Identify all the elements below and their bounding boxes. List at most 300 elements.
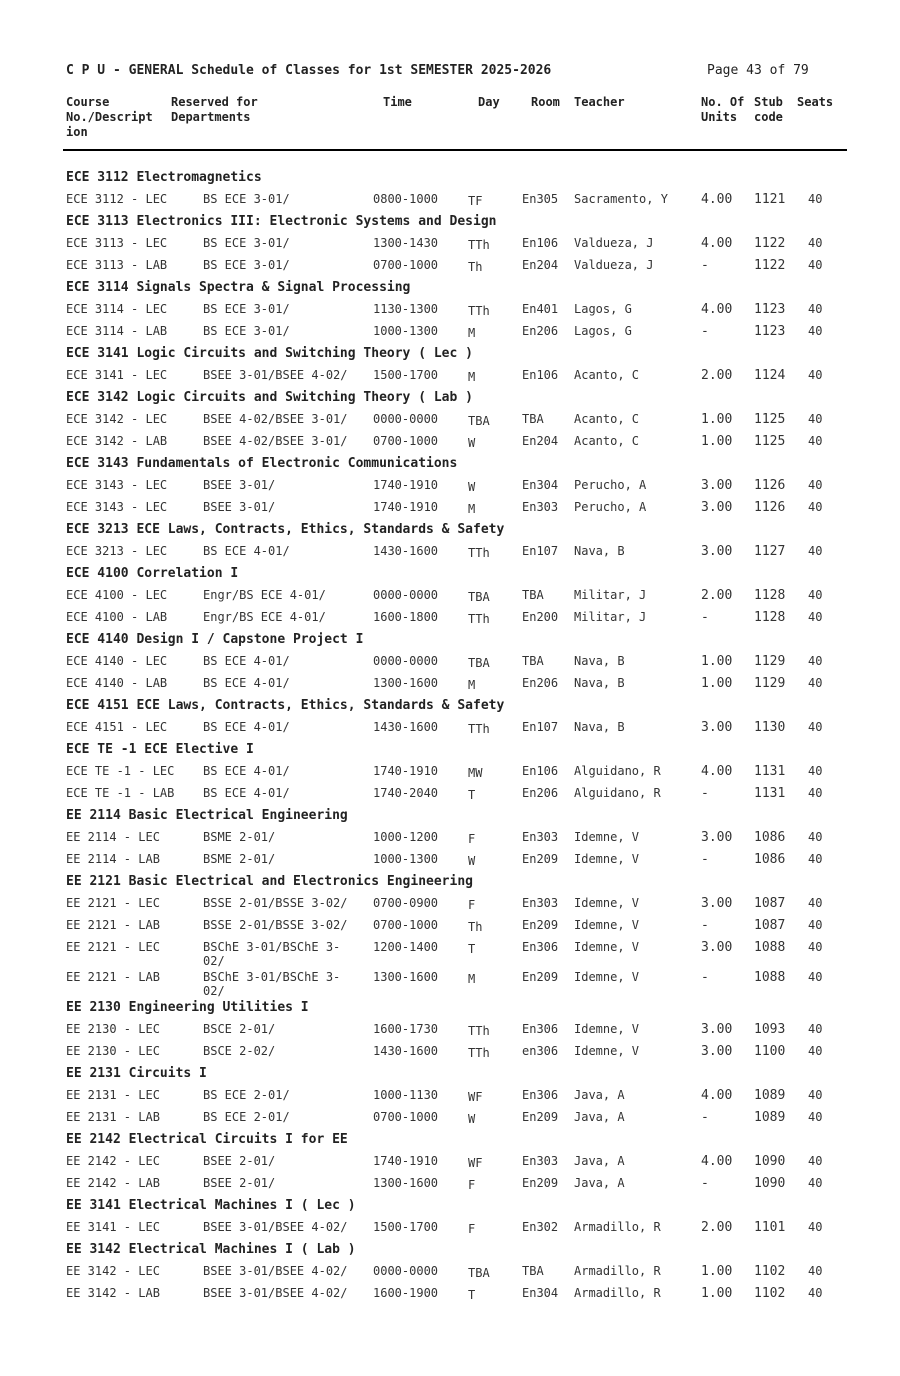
col-header-seats: Seats	[797, 95, 834, 109]
cell-seats: 40	[808, 302, 823, 316]
cell-units: -	[701, 918, 709, 933]
cell-course: EE 3142 - LEC	[66, 1264, 160, 1278]
cell-seats: 40	[808, 1088, 823, 1102]
cell-day: F	[468, 898, 476, 912]
cell-teacher: Alguidano, R	[574, 786, 661, 800]
cell-teacher: Perucho, A	[574, 500, 647, 514]
cell-dept	[203, 970, 340, 998]
cell-stub: 1089	[754, 1110, 786, 1125]
col-header-stub: Stub code	[754, 95, 783, 124]
cell-seats: 40	[808, 500, 823, 514]
cell-units: 3.00	[701, 1044, 733, 1059]
cell-room: En206	[522, 324, 559, 338]
cell-stub: 1121	[754, 192, 786, 207]
cell-stub: 1129	[754, 654, 786, 669]
cell-stub: 1122	[754, 258, 786, 273]
table-row	[0, 1154, 900, 1176]
course-group-title: ECE 3113 Electronics III: Electronic Systems and Design	[66, 214, 497, 229]
cell-units: 4.00	[701, 1088, 733, 1103]
cell-dept: BS ECE 3-01/	[203, 258, 290, 272]
cell-day: M	[468, 502, 476, 516]
cell-teacher: Acanto, C	[574, 412, 640, 426]
cell-time: 1000-1130	[373, 1088, 439, 1102]
col-header-units: No. Of Units	[701, 95, 745, 124]
cell-units: -	[701, 1176, 709, 1191]
cell-room: En204	[522, 258, 559, 272]
cell-day: F	[468, 1178, 476, 1192]
cell-teacher: Militar, J	[574, 610, 647, 624]
cell-dept: BSCE 2-01/	[203, 1022, 276, 1036]
cell-time: 1200-1400	[373, 940, 439, 954]
cell-room: En106	[522, 368, 559, 382]
course-group-title: ECE 3142 Logic Circuits and Switching Theory ( Lab )	[66, 390, 473, 405]
cell-dept: BSEE 3-01/	[203, 478, 276, 492]
cell-course: EE 2121 - LAB	[66, 918, 160, 932]
table-row	[0, 258, 900, 280]
cell-time: 1600-1800	[373, 610, 439, 624]
cell-course: ECE 3143 - LEC	[66, 478, 168, 492]
course-group-title: ECE 4151 ECE Laws, Contracts, Ethics, Standards & Safety	[66, 698, 505, 713]
cell-stub: 1127	[754, 544, 786, 559]
cell-time: 1740-2040	[373, 786, 439, 800]
cell-day: TBA	[468, 656, 490, 670]
cell-stub: 1093	[754, 1022, 786, 1037]
cell-time: 1000-1300	[373, 324, 439, 338]
table-row	[0, 852, 900, 874]
cell-day: F	[468, 832, 476, 846]
cell-teacher: Valdueza, J	[574, 258, 654, 272]
cell-dept: BS ECE 2-01/	[203, 1088, 290, 1102]
cell-teacher: Armadillo, R	[574, 1264, 661, 1278]
table-row	[0, 764, 900, 786]
table-row	[0, 830, 900, 852]
cell-units: -	[701, 1110, 709, 1125]
cell-teacher: Nava, B	[574, 654, 625, 668]
cell-course: ECE 4100 - LEC	[66, 588, 168, 602]
cell-units: 1.00	[701, 654, 733, 669]
cell-seats: 40	[808, 1110, 823, 1124]
cell-units: 1.00	[701, 1286, 733, 1301]
cell-teacher: Armadillo, R	[574, 1286, 661, 1300]
cell-room: En209	[522, 918, 559, 932]
cell-units: 4.00	[701, 192, 733, 207]
cell-stub: 1126	[754, 500, 786, 515]
table-row	[0, 896, 900, 918]
cell-day: M	[468, 972, 476, 986]
cell-units: 2.00	[701, 1220, 733, 1235]
table-row	[0, 302, 900, 324]
cell-day: Th	[468, 920, 483, 934]
cell-seats: 40	[808, 676, 823, 690]
cell-dept: BSSE 2-01/BSSE 3-02/	[203, 896, 348, 910]
cell-course: EE 2131 - LEC	[66, 1088, 160, 1102]
cell-teacher: Java, A	[574, 1110, 625, 1124]
cell-stub: 1131	[754, 764, 786, 779]
course-group-title: ECE 4100 Correlation I	[66, 566, 239, 581]
cell-room: En107	[522, 720, 559, 734]
cell-seats: 40	[808, 1022, 823, 1036]
course-group-title: EE 2121 Basic Electrical and Electronics Engineering	[66, 874, 473, 889]
cell-seats: 40	[808, 236, 823, 250]
page-number: Page 43 of 79	[707, 63, 809, 78]
cell-dept-line: BSChE 3-01/BSChE 3-	[203, 970, 341, 984]
table-row	[0, 500, 900, 522]
cell-seats: 40	[808, 830, 823, 844]
cell-seats: 40	[808, 192, 823, 206]
cell-room: En206	[522, 786, 559, 800]
cell-dept: BS ECE 4-01/	[203, 786, 290, 800]
cell-seats: 40	[808, 610, 823, 624]
cell-seats: 40	[808, 324, 823, 338]
cell-course: EE 2114 - LEC	[66, 830, 160, 844]
cell-dept	[203, 940, 340, 968]
cell-dept: BSEE 3-01/BSEE 4-02/	[203, 1220, 348, 1234]
cell-dept: BS ECE 3-01/	[203, 192, 290, 206]
cell-room: En303	[522, 830, 559, 844]
cell-dept: BS ECE 4-01/	[203, 720, 290, 734]
col-header-time: Time	[383, 95, 412, 109]
cell-day: Th	[468, 260, 483, 274]
cell-time: 0700-0900	[373, 896, 439, 910]
table-row	[0, 654, 900, 676]
table-row	[0, 676, 900, 698]
cell-dept: BSEE 2-01/	[203, 1154, 276, 1168]
cell-seats: 40	[808, 258, 823, 272]
course-group-title: ECE 4140 Design I / Capstone Project I	[66, 632, 364, 647]
header-divider	[63, 149, 847, 151]
cell-day: TTh	[468, 612, 490, 626]
cell-course: ECE 3113 - LEC	[66, 236, 168, 250]
cell-dept: BS ECE 4-01/	[203, 676, 290, 690]
cell-stub: 1130	[754, 720, 786, 735]
cell-room: En209	[522, 1110, 559, 1124]
cell-teacher: Lagos, G	[574, 302, 632, 316]
cell-room: En209	[522, 1176, 559, 1190]
cell-teacher: Idemne, V	[574, 940, 640, 954]
cell-day: TTh	[468, 546, 490, 560]
cell-room: En106	[522, 764, 559, 778]
cell-dept: BSEE 3-01/BSEE 4-02/	[203, 1264, 348, 1278]
cell-time: 1500-1700	[373, 368, 439, 382]
cell-stub: 1090	[754, 1176, 786, 1191]
cell-dept: BSEE 3-01/BSEE 4-02/	[203, 1286, 348, 1300]
cell-dept: BSEE 4-02/BSEE 3-01/	[203, 412, 348, 426]
cell-stub: 1131	[754, 786, 786, 801]
cell-units: -	[701, 258, 709, 273]
cell-course: ECE 3142 - LEC	[66, 412, 168, 426]
cell-room: En107	[522, 544, 559, 558]
cell-teacher: Lagos, G	[574, 324, 632, 338]
cell-time: 1300-1600	[373, 970, 439, 984]
cell-day: W	[468, 480, 476, 494]
cell-room: En209	[522, 970, 559, 984]
cell-teacher: Perucho, A	[574, 478, 647, 492]
cell-teacher: Nava, B	[574, 676, 625, 690]
cell-course: ECE 4100 - LAB	[66, 610, 168, 624]
cell-stub: 1102	[754, 1286, 786, 1301]
cell-stub: 1100	[754, 1044, 786, 1059]
table-row	[0, 720, 900, 742]
cell-room: En304	[522, 1286, 559, 1300]
cell-stub: 1125	[754, 434, 786, 449]
table-row	[0, 918, 900, 940]
cell-dept: Engr/BS ECE 4-01/	[203, 610, 326, 624]
cell-stub: 1086	[754, 852, 786, 867]
cell-time: 1740-1910	[373, 764, 439, 778]
table-row	[0, 478, 900, 500]
course-group-title: ECE 3143 Fundamentals of Electronic Communications	[66, 456, 458, 471]
cell-day: WF	[468, 1156, 483, 1170]
col-header-day: Day	[478, 95, 500, 109]
cell-dept: Engr/BS ECE 4-01/	[203, 588, 326, 602]
table-row	[0, 786, 900, 808]
cell-room: En401	[522, 302, 559, 316]
cell-time: 0700-1000	[373, 1110, 439, 1124]
cell-time: 1600-1900	[373, 1286, 439, 1300]
course-group-title: ECE 3114 Signals Spectra & Signal Processing	[66, 280, 411, 295]
cell-time: 0000-0000	[373, 1264, 439, 1278]
cell-course: ECE 3112 - LEC	[66, 192, 168, 206]
cell-time: 0700-1000	[373, 258, 439, 272]
cell-room: En200	[522, 610, 559, 624]
cell-day: W	[468, 1112, 476, 1126]
cell-units: -	[701, 610, 709, 625]
cell-units: 1.00	[701, 676, 733, 691]
cell-stub: 1102	[754, 1264, 786, 1279]
table-row	[0, 236, 900, 258]
table-row	[0, 1176, 900, 1198]
cell-seats: 40	[808, 764, 823, 778]
course-group-title: ECE 3141 Logic Circuits and Switching Theory ( Lec )	[66, 346, 473, 361]
cell-time: 0000-0000	[373, 588, 439, 602]
page-title: C P U - GENERAL Schedule of Classes for 1st SEMESTER 2025-2026	[66, 63, 552, 78]
table-row	[0, 412, 900, 434]
cell-units: 4.00	[701, 302, 733, 317]
cell-time: 1430-1600	[373, 544, 439, 558]
cell-seats: 40	[808, 1264, 823, 1278]
cell-dept: BS ECE 3-01/	[203, 324, 290, 338]
cell-teacher: Nava, B	[574, 544, 625, 558]
cell-time: 0700-1000	[373, 918, 439, 932]
cell-stub: 1123	[754, 324, 786, 339]
cell-course: ECE 3142 - LAB	[66, 434, 168, 448]
cell-seats: 40	[808, 1220, 823, 1234]
cell-dept: BS ECE 4-01/	[203, 544, 290, 558]
cell-units: -	[701, 852, 709, 867]
cell-time: 1000-1200	[373, 830, 439, 844]
cell-time: 1130-1300	[373, 302, 439, 316]
course-group-title: EE 3141 Electrical Machines I ( Lec )	[66, 1198, 356, 1213]
cell-day: TTh	[468, 722, 490, 736]
cell-room: En306	[522, 940, 559, 954]
cell-dept: BSSE 2-01/BSSE 3-02/	[203, 918, 348, 932]
cell-time: 0700-1000	[373, 434, 439, 448]
cell-dept-line: 02/	[203, 954, 225, 968]
cell-course: EE 3141 - LEC	[66, 1220, 160, 1234]
cell-seats: 40	[808, 654, 823, 668]
cell-stub: 1087	[754, 896, 786, 911]
cell-stub: 1090	[754, 1154, 786, 1169]
cell-teacher: Idemne, V	[574, 1044, 640, 1058]
cell-teacher: Idemne, V	[574, 918, 640, 932]
cell-teacher: Armadillo, R	[574, 1220, 661, 1234]
cell-day: TBA	[468, 590, 490, 604]
cell-day: TF	[468, 194, 483, 208]
cell-dept: BS ECE 2-01/	[203, 1110, 290, 1124]
table-row	[0, 970, 900, 998]
course-group-title: ECE 3112 Electromagnetics	[66, 170, 262, 185]
cell-course: EE 2130 - LEC	[66, 1044, 160, 1058]
cell-course: EE 2121 - LAB	[66, 970, 160, 984]
cell-dept: BS ECE 4-01/	[203, 764, 290, 778]
cell-time: 1600-1730	[373, 1022, 439, 1036]
cell-room: En303	[522, 1154, 559, 1168]
table-row	[0, 368, 900, 390]
cell-seats: 40	[808, 918, 823, 932]
course-group-title: EE 2130 Engineering Utilities I	[66, 1000, 309, 1015]
cell-day: M	[468, 370, 476, 384]
cell-course: ECE 3141 - LEC	[66, 368, 168, 382]
cell-room: En302	[522, 1220, 559, 1234]
cell-units: -	[701, 970, 709, 985]
cell-seats: 40	[808, 544, 823, 558]
cell-seats: 40	[808, 720, 823, 734]
cell-stub: 1128	[754, 610, 786, 625]
cell-course: ECE 3113 - LAB	[66, 258, 168, 272]
cell-room: En306	[522, 1088, 559, 1102]
cell-room: En106	[522, 236, 559, 250]
cell-seats: 40	[808, 588, 823, 602]
cell-room: En303	[522, 500, 559, 514]
cell-dept: BS ECE 3-01/	[203, 302, 290, 316]
cell-day: TTh	[468, 238, 490, 252]
col-header-reserved: Reserved for Departments	[171, 95, 258, 124]
cell-units: -	[701, 786, 709, 801]
table-row	[0, 1220, 900, 1242]
cell-units: 3.00	[701, 940, 733, 955]
table-row	[0, 324, 900, 346]
cell-time: 1500-1700	[373, 1220, 439, 1234]
cell-units: 2.00	[701, 368, 733, 383]
cell-seats: 40	[808, 478, 823, 492]
cell-teacher: Idemne, V	[574, 1022, 640, 1036]
table-row	[0, 434, 900, 456]
cell-units: 1.00	[701, 1264, 733, 1279]
cell-seats: 40	[808, 852, 823, 866]
cell-stub: 1126	[754, 478, 786, 493]
cell-teacher: Nava, B	[574, 720, 625, 734]
cell-course: ECE TE -1 - LEC	[66, 764, 175, 778]
cell-stub: 1123	[754, 302, 786, 317]
cell-seats: 40	[808, 434, 823, 448]
cell-course: ECE TE -1 - LAB	[66, 786, 175, 800]
cell-dept-line: 02/	[203, 984, 225, 998]
cell-course: ECE 4151 - LEC	[66, 720, 168, 734]
course-group-title: ECE TE -1 ECE Elective I	[66, 742, 254, 757]
cell-units: -	[701, 324, 709, 339]
cell-units: 3.00	[701, 896, 733, 911]
course-group-title: EE 2114 Basic Electrical Engineering	[66, 808, 348, 823]
cell-dept: BSEE 2-01/	[203, 1176, 276, 1190]
cell-stub: 1122	[754, 236, 786, 251]
cell-units: 4.00	[701, 1154, 733, 1169]
cell-units: 3.00	[701, 544, 733, 559]
table-row	[0, 610, 900, 632]
cell-units: 4.00	[701, 236, 733, 251]
cell-dept: BSCE 2-02/	[203, 1044, 276, 1058]
cell-dept: BS ECE 3-01/	[203, 236, 290, 250]
cell-room: En305	[522, 192, 559, 206]
cell-day: M	[468, 678, 476, 692]
cell-day: W	[468, 854, 476, 868]
cell-teacher: Militar, J	[574, 588, 647, 602]
cell-day: T	[468, 942, 476, 956]
cell-stub: 1087	[754, 918, 786, 933]
cell-dept: BSME 2-01/	[203, 830, 276, 844]
course-group-title: EE 2142 Electrical Circuits I for EE	[66, 1132, 348, 1147]
cell-dept: BSEE 4-02/BSEE 3-01/	[203, 434, 348, 448]
cell-seats: 40	[808, 970, 823, 984]
cell-stub: 1088	[754, 970, 786, 985]
cell-course: EE 2114 - LAB	[66, 852, 160, 866]
cell-room: En209	[522, 852, 559, 866]
cell-time: 1300-1430	[373, 236, 439, 250]
cell-seats: 40	[808, 1044, 823, 1058]
table-row	[0, 940, 900, 968]
cell-day: M	[468, 326, 476, 340]
cell-day: TBA	[468, 1266, 490, 1280]
cell-room: En303	[522, 896, 559, 910]
cell-stub: 1125	[754, 412, 786, 427]
cell-units: 1.00	[701, 412, 733, 427]
cell-teacher: Idemne, V	[574, 970, 640, 984]
cell-time: 1300-1600	[373, 676, 439, 690]
cell-time: 1000-1300	[373, 852, 439, 866]
cell-course: ECE 3213 - LEC	[66, 544, 168, 558]
cell-day: F	[468, 1222, 476, 1236]
cell-seats: 40	[808, 412, 823, 426]
table-row	[0, 1044, 900, 1066]
cell-units: 3.00	[701, 500, 733, 515]
course-group-title: ECE 3213 ECE Laws, Contracts, Ethics, Standards & Safety	[66, 522, 505, 537]
cell-course: EE 2142 - LAB	[66, 1176, 160, 1190]
col-header-teacher: Teacher	[574, 95, 625, 109]
cell-units: 3.00	[701, 830, 733, 845]
cell-course: ECE 3114 - LAB	[66, 324, 168, 338]
cell-room: En206	[522, 676, 559, 690]
cell-course: EE 2121 - LEC	[66, 940, 160, 954]
cell-seats: 40	[808, 1176, 823, 1190]
cell-time: 0800-1000	[373, 192, 439, 206]
cell-dept: BSEE 3-01/	[203, 500, 276, 514]
cell-dept: BS ECE 4-01/	[203, 654, 290, 668]
table-row	[0, 1110, 900, 1132]
cell-units: 2.00	[701, 588, 733, 603]
table-row	[0, 1264, 900, 1286]
cell-room: TBA	[522, 588, 544, 602]
cell-teacher: Sacramento, Y	[574, 192, 668, 206]
table-row	[0, 544, 900, 566]
cell-teacher: Java, A	[574, 1088, 625, 1102]
cell-stub: 1124	[754, 368, 786, 383]
cell-time: 1740-1910	[373, 478, 439, 492]
cell-teacher: Valdueza, J	[574, 236, 654, 250]
cell-seats: 40	[808, 786, 823, 800]
table-row	[0, 192, 900, 214]
cell-teacher: Idemne, V	[574, 852, 640, 866]
cell-time: 1430-1600	[373, 1044, 439, 1058]
cell-teacher: Acanto, C	[574, 434, 640, 448]
